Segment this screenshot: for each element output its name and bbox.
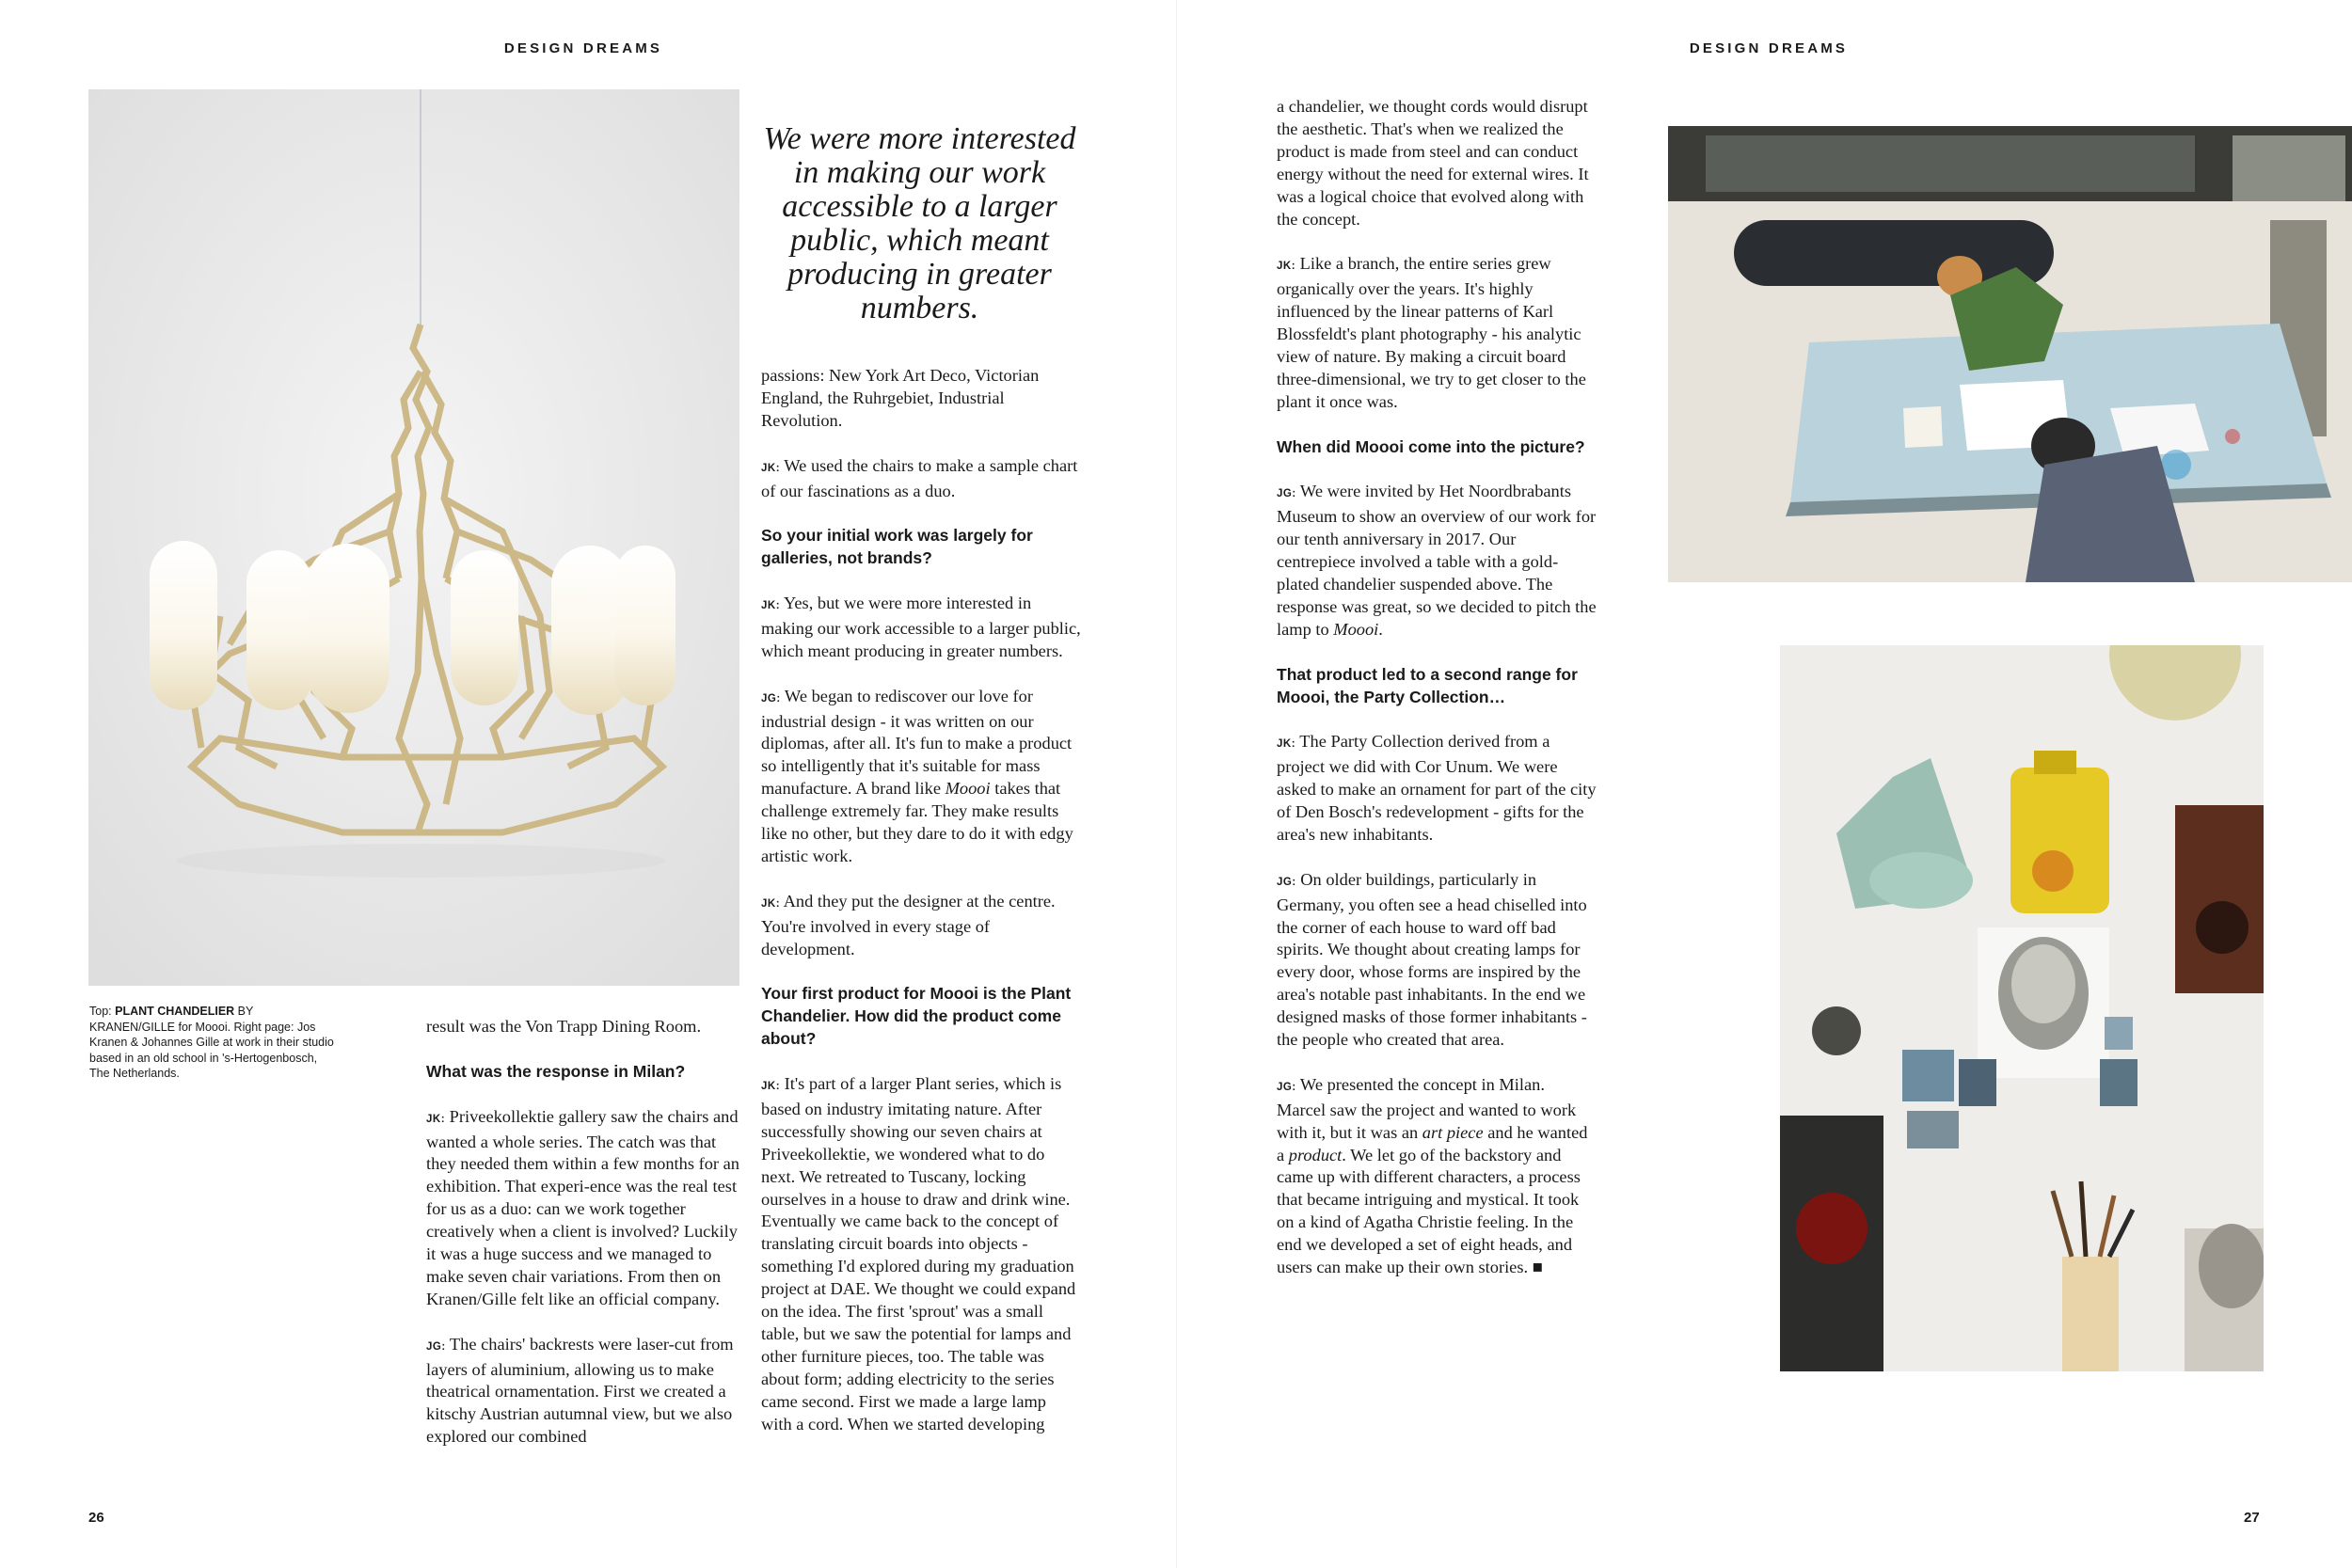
speaker-initials: JK: [761, 897, 781, 910]
photo-caption: Top: PLANT CHANDELIER BY KRANEN/GILLE for Moooi. Right page: Jos Kranen & Johannes Gille at work in their studio based in an old school in 's-Hertogenbosch, The Netherlands. [89, 1005, 334, 1080]
running-head-left: DESIGN DREAMS [503, 40, 663, 56]
paragraph: a chandelier, we thought cords would disrupt the aesthetic. That's when we realized the product is made from steel and can conduct energy without the need for external wires. It was a logical choice that evolved along with the concept. [1277, 97, 1589, 229]
text-column-2 [761, 365, 1081, 1458]
page-number-left: 26 [88, 1510, 104, 1526]
paragraph: JK: We used the chairs to make a sample chart of our fascinations as a duo. [761, 455, 1078, 500]
page-gutter [1176, 0, 1177, 1568]
caption-title: PLANT CHANDELIER [115, 1005, 235, 1018]
interview-question: That product led to a second range for Moooi, the Party Collection… [1277, 664, 1578, 706]
speaker-initials: JK: [761, 462, 781, 474]
speaker-initials: JK: [761, 600, 781, 612]
speaker-initials: JK: [761, 1080, 781, 1092]
running-head-right: DESIGN DREAMS [1689, 40, 1849, 56]
interview-question: What was the response in Milan? [426, 1061, 686, 1081]
chandelier-photo [88, 89, 739, 986]
paragraph: passions: New York Art Deco, Victorian England, the Ruhrgebiet, Industrial Revolution. [761, 366, 1040, 430]
speaker-initials: JG: [1277, 1081, 1296, 1093]
page-number-right: 27 [2244, 1510, 2260, 1526]
paragraph: result was the Von Trapp Dining Room. [426, 1017, 702, 1036]
paragraph: JG: On older buildings, particularly in Germany, you often see a head chiselled into the corner of each house to ward off bad spirits. We thought about creating lamps for every door, whose forms are inspired by the area's notable past inhabitants. In the end we designed masks of those former inhabitants - the people who created that area. [1277, 869, 1587, 1050]
speaker-initials: JG: [1277, 876, 1296, 888]
studio-desk-photo [1668, 126, 2352, 582]
paragraph: JK: And they put the designer at the centre. You're involved in every stage of development. [761, 891, 1056, 958]
end-mark: ■ [1532, 1258, 1543, 1277]
paragraph: JK: It's part of a larger Plant series, which is based on industry imitating nature. After successfully showing our seven chairs at Priveekollektie, we wondered what to do next. We retreated to Tuscany, locking ourselves in a house to draw and drink wine. Eventually we came back to the concept of translating circuit boards into objects - something I'd explored during my graduation project at DAE. We thought we could expand on the idea. The first 'sprout' was a small table, but we saw the potential for lamps and other furniture pieces, too. The table was about form; adding electricity to the series came second. First we made a large lamp with a cord. When we started developing [761, 1073, 1076, 1433]
text-column-1 [426, 1016, 746, 1471]
speaker-initials: JK: [1277, 738, 1296, 751]
paragraph: JK: Yes, but we were more interested in making our work accessible to a larger public, which meant producing in greater numbers. [761, 594, 1081, 660]
speaker-initials: JK: [1277, 261, 1296, 273]
studio-wall-photo [1780, 645, 2264, 1371]
paragraph: JK: The Party Collection derived from a project we did with Cor Unum. We were asked to make an ornament for part of the city of Den Bosch's redevelopment - gifts for the area's new inhabitants. [1277, 732, 1597, 844]
pull-quote: We were more interested in making our work accessible to a larger public, which meant producing in greater numbers. [763, 121, 1076, 325]
speaker-initials: JG: [761, 692, 781, 705]
paragraph: JG: We were invited by Het Noordbrabants Museum to show an overview of our work for our tenth anniversary in 2017. Our centrepiece involved a table with a gold-plated chandelier suspended above. The response was great, so we decided to pitch the lamp to Moooi. [1277, 482, 1597, 639]
speaker-initials: JG: [1277, 488, 1296, 500]
paragraph: JG: The chairs' backrests were laser-cut from layers of aluminium, allowing us to make theatrical ornamentation. First we created a kitschy Austrian autumnal view, but we also explored our combined [426, 1334, 734, 1447]
speaker-initials: JK: [426, 1113, 446, 1125]
paragraph: JK: Like a branch, the entire series grew organically over the years. It's highly influenced by the linear patterns of Karl Blossfeldt's plant photography - his analytic view of nature. By making a circuit board three-dimensional, we try to get closer to the plant it once was. [1277, 254, 1586, 411]
paragraph: JK: Priveekollektie gallery saw the chairs and wanted a whole series. The catch was that they needed them within a few months for an exhibition. That experi-ence was the real test for us as a duo: can we work together creatively when a client is involved? Luckily it was a huge success and we managed to make seven chair variations. From then on Kranen/Gille felt like an official company. [426, 1106, 739, 1308]
paragraph: JG: We presented the concept in Milan. Marcel saw the project and wanted to work with it, but it was an art piece and he wanted a product. We let go of the backstory and came up with different characters, a process that became intriguing and mystical. It took on a kind of Agatha Christie feeling. In the end we developed a set of eight heads, and users can make up their own stories. ■ [1277, 1074, 1588, 1277]
paragraph: JG: We began to rediscover our love for industrial design - it was written on our diplomas, after all. It's fun to make a product so intelligently that it's suitable for mass manufacture. A brand like Moooi takes that challenge extremely far. They make results like no other, but they dare to do it with edgy artistic work. [761, 686, 1073, 865]
interview-question: Your first product for Moooi is the Plant Chandelier. How did the product come about? [761, 984, 1072, 1049]
interview-question: So your initial work was largely for galleries, not brands? [761, 526, 1033, 568]
text-column-3 [1277, 96, 1597, 1302]
speaker-initials: JG: [426, 1340, 446, 1353]
interview-question: When did Moooi come into the picture? [1277, 436, 1585, 456]
